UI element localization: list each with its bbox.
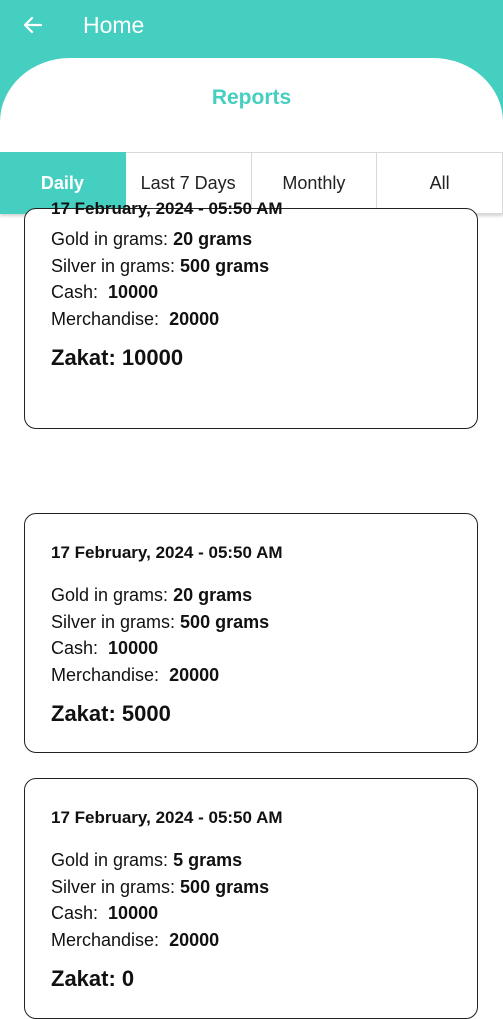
app-bar-title: Home — [83, 12, 145, 38]
gold-label: Gold in grams: — [51, 850, 169, 870]
report-card — [24, 199, 478, 429]
merchandise-value: 20000 — [169, 664, 220, 685]
cash-label: Cash: — [51, 638, 99, 658]
report-details — [51, 582, 269, 688]
cash-value: 10000 — [108, 282, 159, 302]
silver-row — [51, 609, 269, 636]
silver-label: Silver in grams: — [51, 876, 176, 897]
tab-last-7-days[interactable]: Last 7 Days — [126, 152, 252, 214]
zakat-total: Zakat: 0 — [51, 966, 135, 991]
merchandise-value: 20000 — [169, 929, 220, 950]
gold-row — [51, 582, 269, 609]
merchandise-row — [51, 662, 269, 689]
merchandise-label: Merchandise: — [51, 929, 160, 950]
cash-row — [51, 635, 269, 662]
silver-value: 500 grams — [180, 611, 270, 632]
tab-all[interactable]: All — [377, 152, 503, 214]
zakat-total: Zakat: 5000 — [51, 701, 171, 726]
page-title: Reports — [211, 86, 292, 109]
merchandise-value: 20000 — [169, 308, 220, 329]
report-details — [51, 847, 269, 953]
report-details — [51, 226, 269, 332]
report-date: 17 February, 2024 - 05:50 AM — [51, 808, 283, 827]
cash-value: 10000 — [108, 638, 159, 658]
report-date: 17 February, 2024 - 05:50 AM — [51, 199, 283, 218]
arrow-left-icon — [21, 13, 45, 37]
tab-daily[interactable]: Daily — [0, 152, 126, 214]
content-sheet — [0, 58, 503, 994]
cash-label: Cash: — [51, 282, 99, 302]
merchandise-row — [51, 927, 269, 954]
gold-row — [51, 847, 269, 874]
merchandise-label: Merchandise: — [51, 664, 160, 685]
zakat-total: Zakat: 10000 — [51, 345, 184, 370]
report-card — [24, 513, 478, 753]
gold-label: Gold in grams: — [51, 229, 169, 249]
merchandise-row — [51, 306, 269, 333]
report-date: 17 February, 2024 - 05:50 AM — [51, 543, 283, 562]
gold-row — [51, 226, 269, 253]
cash-row — [51, 900, 269, 927]
cash-label: Cash: — [51, 903, 99, 923]
silver-label: Silver in grams: — [51, 611, 176, 632]
gold-value: 5 grams — [173, 850, 243, 870]
tab-monthly[interactable]: Monthly — [252, 152, 378, 214]
report-card — [24, 778, 478, 1019]
gold-label: Gold in grams: — [51, 585, 169, 605]
silver-value: 500 grams — [180, 255, 270, 276]
reports-list[interactable] — [0, 199, 503, 994]
silver-row — [51, 253, 269, 280]
silver-label: Silver in grams: — [51, 255, 176, 276]
cash-row — [51, 279, 269, 306]
gold-value: 20 grams — [173, 585, 253, 605]
back-button[interactable] — [18, 10, 48, 40]
gold-value: 20 grams — [173, 229, 253, 249]
silver-row — [51, 874, 269, 901]
cash-value: 10000 — [108, 903, 159, 923]
silver-value: 500 grams — [180, 876, 270, 897]
merchandise-label: Merchandise: — [51, 308, 160, 329]
